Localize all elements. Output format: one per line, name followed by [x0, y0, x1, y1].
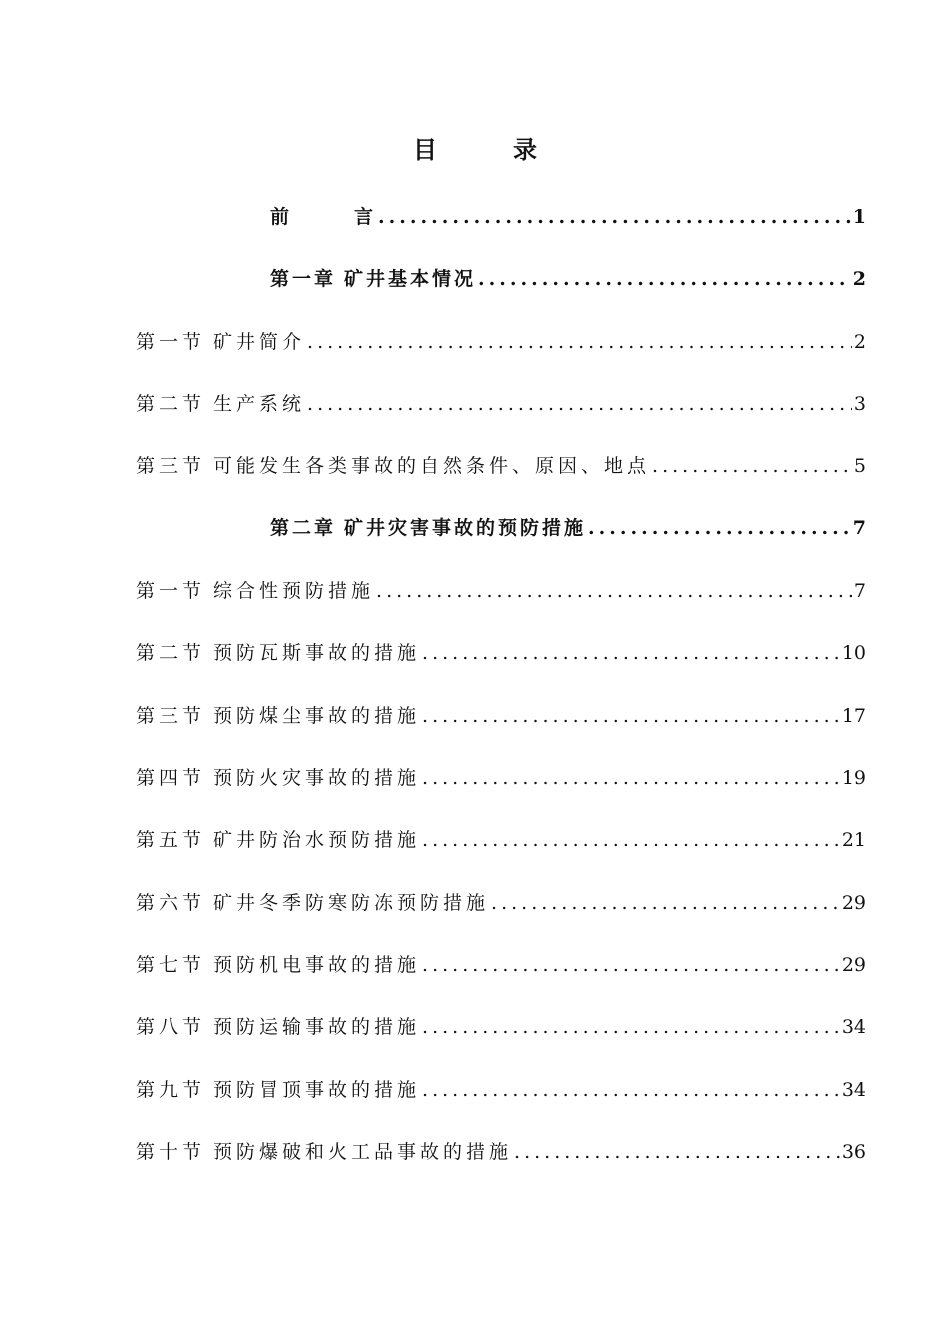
toc-entry-chapter-1[interactable] [270, 260, 866, 292]
toc-entry-label [136, 1077, 420, 1103]
toc-entry-section[interactable] [136, 884, 866, 916]
toc-entry-page: 3 [853, 393, 866, 415]
toc-entry-page: 21 [841, 829, 866, 851]
toc-entry-label [136, 578, 374, 604]
toc-entry-preface[interactable] [270, 198, 866, 230]
toc-entry-text: 矿井防治水预防措施 [213, 829, 421, 851]
toc-entry-label [136, 640, 420, 666]
dot-leader [491, 890, 840, 916]
preface-char-1: 前 [270, 206, 293, 228]
toc-entry-label [136, 827, 420, 853]
dot-leader [422, 827, 840, 853]
toc-entry-page: 17 [841, 705, 866, 727]
toc-entry-page: 2 [853, 331, 866, 353]
toc-entry-page: 29 [841, 954, 866, 976]
toc-entry-prefix: 第四节 [136, 767, 206, 789]
toc-entry-prefix: 第二章 [270, 517, 337, 539]
toc-entry-text: 预防瓦斯事故的措施 [213, 642, 421, 664]
toc-entry-prefix: 第二节 [136, 393, 206, 415]
toc-entry-page: 36 [841, 1141, 866, 1163]
toc-entry-page: 34 [841, 1016, 866, 1038]
dot-leader [652, 453, 852, 479]
toc-entry-chapter-2[interactable] [270, 509, 866, 541]
toc-entry-text: 可能发生各类事故的自然条件、原因、地点 [213, 455, 651, 477]
toc-entry-text: 综合性预防措施 [213, 580, 375, 602]
dot-leader [422, 1077, 840, 1103]
toc-entry-section[interactable] [136, 572, 866, 604]
toc-entry-section[interactable] [136, 634, 866, 666]
toc-entry-prefix: 第六节 [136, 892, 206, 914]
toc-entry-prefix: 第一章 [270, 268, 337, 290]
toc-entry-text: 预防煤尘事故的措施 [213, 705, 421, 727]
dot-leader [376, 578, 852, 604]
toc-entry-text: 预防冒顶事故的措施 [213, 1079, 421, 1101]
toc-entry-prefix: 第七节 [136, 954, 206, 976]
toc-entry-label [136, 329, 305, 355]
toc-entry-prefix: 第五节 [136, 829, 206, 851]
toc-entry-page: 7 [853, 580, 866, 602]
toc-entry-label [136, 890, 489, 916]
toc-entry-label [136, 453, 650, 479]
toc-entry-text: 预防机电事故的措施 [213, 954, 421, 976]
toc-entry-label [136, 703, 420, 729]
toc-entry-text: 矿井冬季防寒防冻预防措施 [213, 892, 490, 914]
dot-leader [307, 329, 852, 355]
toc-entry-prefix: 第二节 [136, 642, 206, 664]
toc-entry-section[interactable] [136, 447, 866, 479]
toc-entry-text: 预防火灾事故的措施 [213, 767, 421, 789]
toc-title [0, 132, 950, 168]
dot-leader [422, 1014, 840, 1040]
toc-entry-prefix: 第十节 [136, 1141, 206, 1163]
preface-char-2: 言 [354, 206, 377, 228]
toc-entry-section[interactable] [136, 1133, 866, 1165]
toc-entry-section[interactable] [136, 323, 866, 355]
toc-entry-section[interactable] [136, 697, 866, 729]
toc-entry-label [270, 204, 376, 230]
toc-entry-section[interactable] [136, 759, 866, 791]
dot-leader [514, 1139, 840, 1165]
toc-entry-section[interactable] [136, 1008, 866, 1040]
toc-entry-prefix: 第三节 [136, 455, 206, 477]
toc-entry-page: 29 [841, 892, 866, 914]
dot-leader [307, 391, 852, 417]
toc-entry-label [270, 515, 586, 541]
toc-entry-label [136, 1139, 512, 1165]
toc-entry-text: 矿井简介 [213, 331, 306, 353]
toc-entry-label [136, 952, 420, 978]
toc-entry-text: 生产系统 [213, 393, 306, 415]
toc-entry-section[interactable] [136, 946, 866, 978]
toc-entry-page: 34 [841, 1079, 866, 1101]
toc-title-char-1: 目 [413, 135, 513, 164]
toc-entry-page: 7 [852, 517, 866, 539]
toc-entry-page: 19 [841, 767, 866, 789]
toc-entry-label [136, 765, 420, 791]
dot-leader [378, 204, 851, 230]
dot-leader [422, 765, 840, 791]
toc-title-char-2: 录 [513, 135, 613, 164]
toc-entry-page: 2 [852, 268, 866, 290]
toc-entry-section[interactable] [136, 385, 866, 417]
toc-entry-prefix: 第八节 [136, 1016, 206, 1038]
toc-entry-text: 矿井基本情况 [344, 268, 477, 290]
toc-entry-prefix: 第一节 [136, 580, 206, 602]
dot-leader [422, 640, 840, 666]
toc-entry-label [136, 1014, 420, 1040]
toc-entry-text: 预防运输事故的措施 [213, 1016, 421, 1038]
dot-leader [478, 266, 851, 292]
toc-entry-text: 预防爆破和火工品事故的措施 [213, 1141, 513, 1163]
toc-entry-label [270, 266, 476, 292]
toc-entry-prefix: 第九节 [136, 1079, 206, 1101]
toc-entry-section[interactable] [136, 821, 866, 853]
toc-entry-page: 10 [841, 642, 866, 664]
toc-entry-label [136, 391, 305, 417]
toc-entry-page: 1 [852, 206, 866, 228]
toc-entry-section[interactable] [136, 1071, 866, 1103]
toc-entry-prefix: 第三节 [136, 705, 206, 727]
toc-entry-prefix: 第一节 [136, 331, 206, 353]
toc-entry-text: 矿井灾害事故的预防措施 [344, 517, 587, 539]
dot-leader [588, 515, 851, 541]
dot-leader [422, 952, 840, 978]
toc-entry-page: 5 [853, 455, 866, 477]
dot-leader [422, 703, 840, 729]
